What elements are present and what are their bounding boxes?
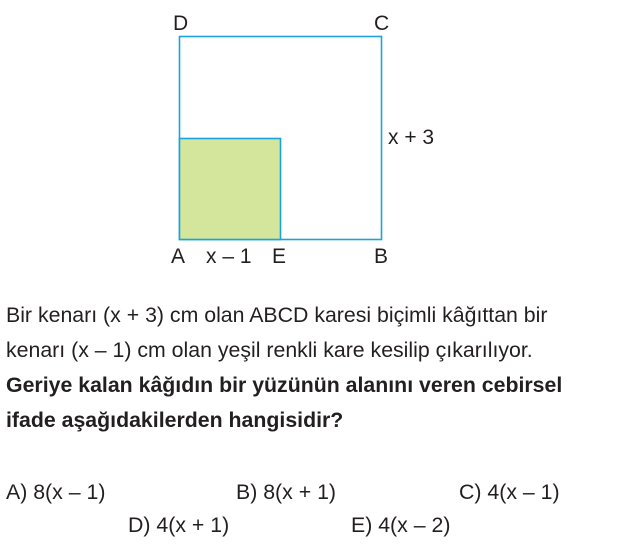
choice-a[interactable]: A) 8(x – 1) bbox=[6, 480, 106, 504]
vertex-e-label: E bbox=[272, 245, 287, 268]
choice-e[interactable]: E) 4(x – 2) bbox=[351, 513, 451, 537]
vertex-b-label: B bbox=[374, 245, 389, 268]
green-square bbox=[180, 139, 281, 240]
side-length-label: x + 3 bbox=[388, 126, 435, 149]
choice-c[interactable]: C) 4(x – 1) bbox=[459, 480, 560, 504]
question-line-1: Bir kenarı (x + 3) cm olan ABCD karesi biçimli kâğıttan bir bbox=[6, 303, 548, 327]
choice-b[interactable]: B) 8(x + 1) bbox=[236, 480, 337, 504]
question-text bbox=[6, 298, 621, 438]
question-line-4: ifade aşağıdakilerden hangisidir? bbox=[6, 408, 344, 432]
vertex-d-label: D bbox=[173, 12, 189, 35]
choice-d[interactable]: D) 4(x + 1) bbox=[128, 513, 230, 537]
vertex-a-label: A bbox=[171, 245, 186, 268]
question-line-2: kenarı (x – 1) cm olan yeşil renkli kare kesilip çıkarılıyor. bbox=[6, 338, 533, 362]
segment-ae-label: x – 1 bbox=[206, 245, 252, 268]
question-line-3: Geriye kalan kâğıdın bir yüzünün alanını veren cebirsel bbox=[6, 373, 563, 397]
vertex-c-label: C bbox=[374, 12, 390, 35]
